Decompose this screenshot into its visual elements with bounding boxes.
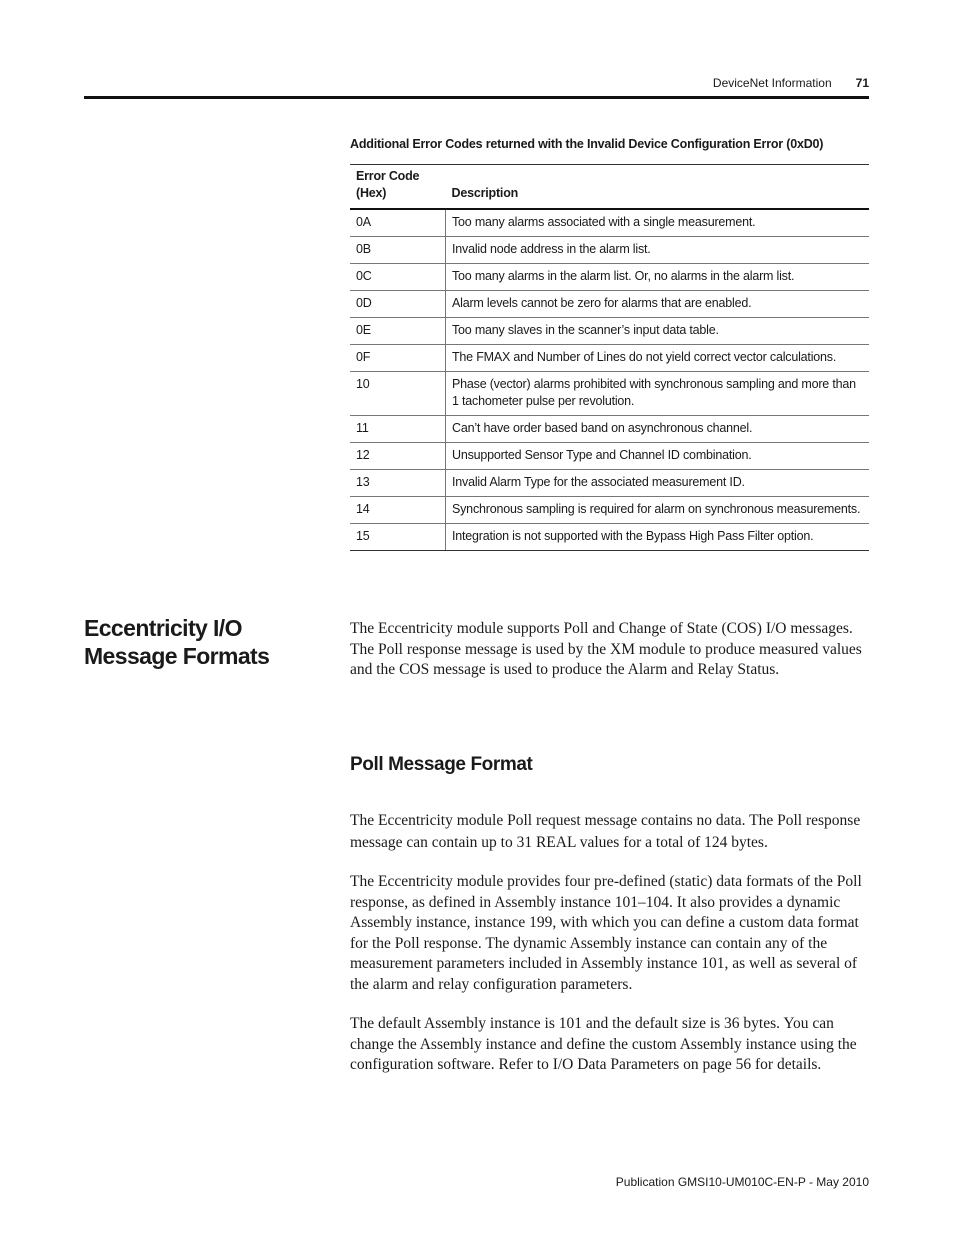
body-paragraph: The Eccentricity module Poll request message contains no data. The Poll response message can contain up to 31 REAL values for a total of 124 bytes. — [350, 812, 861, 851]
description-cell: Synchronous sampling is required for alarm on synchronous measurements. — [446, 497, 870, 524]
error-code-cell: 15 — [350, 524, 446, 551]
description-cell: Too many slaves in the scanner’s input data table. — [446, 318, 870, 345]
description-cell: Invalid node address in the alarm list. — [446, 237, 870, 264]
table-caption: Additional Error Codes returned with the Invalid Device Configuration Error (0xD0) — [350, 137, 824, 151]
table-row — [350, 497, 869, 524]
error-code-cell: 12 — [350, 443, 446, 470]
error-code-cell: 0F — [350, 345, 446, 372]
header-rule — [84, 96, 869, 99]
description-cell: Phase (vector) alarms prohibited with synchronous sampling and more than 1 tachometer pulse per revolution. — [446, 372, 870, 416]
error-code-cell: 10 — [350, 372, 446, 416]
description-cell: Unsupported Sensor Type and Channel ID combination. — [446, 443, 870, 470]
error-code-cell: 14 — [350, 497, 446, 524]
error-code-cell: 11 — [350, 416, 446, 443]
table-row — [350, 318, 869, 345]
column-header-description: Description — [446, 165, 870, 210]
description-cell: Too many alarms associated with a single measurement. — [446, 209, 870, 237]
error-code-cell: 13 — [350, 470, 446, 497]
publication-footer: Publication GMSI10-UM010C-EN-P - May 2010 — [615, 1175, 869, 1189]
description-cell: Can’t have order based band on asynchronous channel. — [446, 416, 870, 443]
error-code-cell: 0B — [350, 237, 446, 264]
description-cell: Alarm levels cannot be zero for alarms that are enabled. — [446, 291, 870, 318]
subsection-heading: Poll Message Format — [350, 754, 533, 775]
body-paragraph: The Eccentricity module provides four pre-defined (static) data formats of the Poll response, as defined in Assembly instance 101–104. It also provides a dynamic Assembly instance, instance 199, with which you can define a custom data format for the Poll response. The dynamic Assembly instance can contain any of the measurement parameters included in Assembly instance 101, as well as several of the alarm and relay configuration parameters. — [350, 873, 862, 993]
description-cell: Integration is not supported with the Bypass High Pass Filter option. — [446, 524, 870, 551]
description-cell: Too many alarms in the alarm list. Or, no alarms in the alarm list. — [446, 264, 870, 291]
table-row — [350, 345, 869, 372]
error-code-cell: 0D — [350, 291, 446, 318]
table-header-row — [350, 165, 869, 210]
header-section-title: DeviceNet Information — [712, 76, 832, 90]
table-row — [350, 209, 869, 237]
running-header — [0, 74, 869, 92]
table-row — [350, 524, 869, 551]
error-code-table — [350, 164, 869, 551]
table-row — [350, 291, 869, 318]
table-row — [350, 443, 869, 470]
description-cell: The FMAX and Number of Lines do not yield correct vector calculations. — [446, 345, 870, 372]
section-heading: Eccentricity I/O Message Formats — [84, 615, 270, 669]
table-row — [350, 372, 869, 416]
error-code-cell: 0C — [350, 264, 446, 291]
error-code-cell: 0A — [350, 209, 446, 237]
page-number: 71 — [855, 76, 869, 90]
section-intro-paragraph: The Eccentricity module supports Poll and Change of State (COS) I/O messages. The Poll response message is used by the XM module to produce measured values and the COS message is used to produce the Alarm and Relay Status. — [350, 620, 862, 678]
body-paragraph: The default Assembly instance is 101 and the default size is 36 bytes. You can change the Assembly instance and define the custom Assembly instance using the configuration software. Refer to I/O Data Parameters on page 56 for details. — [350, 1015, 857, 1073]
table-row — [350, 264, 869, 291]
description-cell: Invalid Alarm Type for the associated measurement ID. — [446, 470, 870, 497]
table-row — [350, 470, 869, 497]
error-code-cell: 0E — [350, 318, 446, 345]
column-header-error-code: Error Code (Hex) — [350, 165, 446, 210]
table-row — [350, 237, 869, 264]
table-row — [350, 416, 869, 443]
